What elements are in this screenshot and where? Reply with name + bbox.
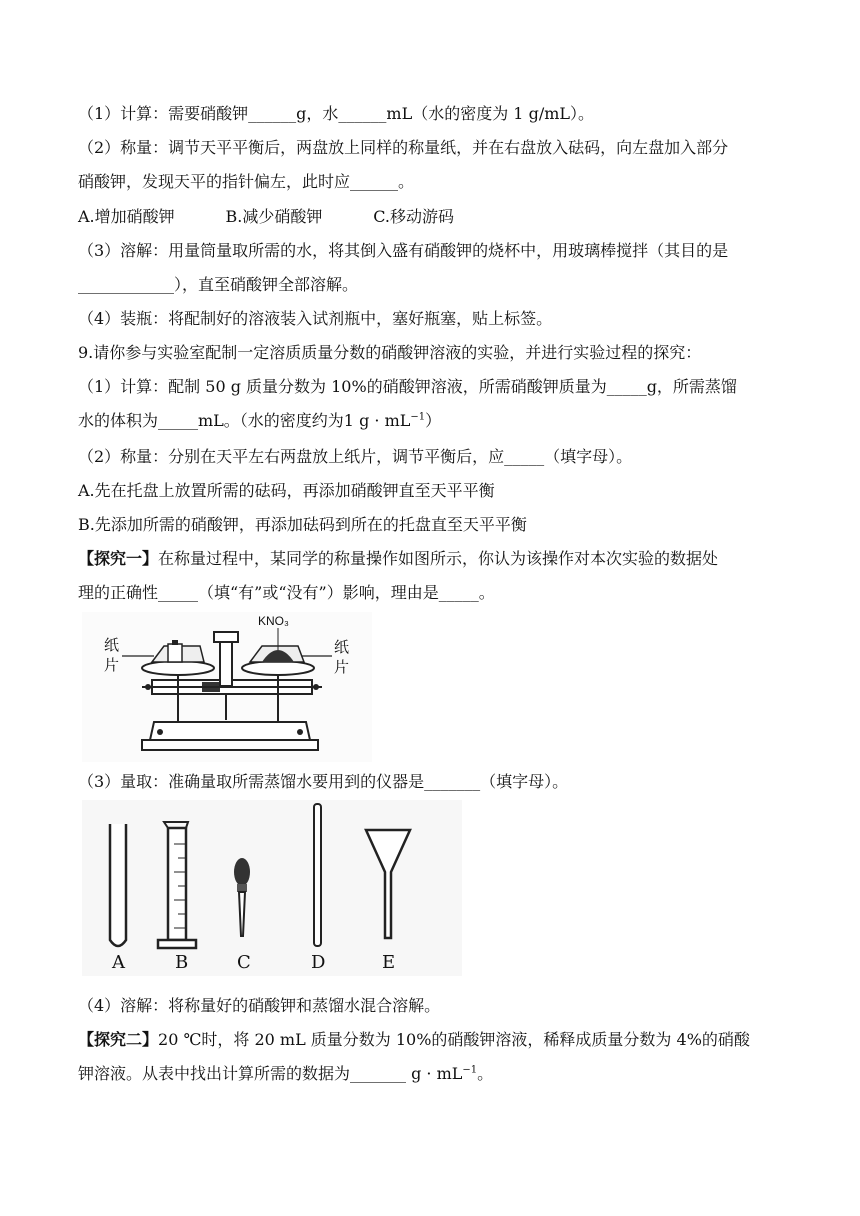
- q9-step2-weigh: （2）称量：分别在天平左右两盘放上纸片，调节平衡后，应_____（填字母）。: [78, 447, 633, 466]
- instruments-figure: [82, 800, 462, 976]
- q9-step1-calc-cont: [78, 409, 790, 433]
- instrument-label-e: E: [382, 952, 396, 973]
- q-step3-dissolve: （3）溶解：用量筒量取所需的水，将其倒入盛有硝酸钾的烧杯中，用玻璃棒搅拌（其目的是: [78, 241, 729, 260]
- right-paper-label-1: 纸: [334, 638, 350, 656]
- explore2-heading: 【探究二】: [78, 1030, 159, 1049]
- test-tube-icon: [110, 824, 126, 946]
- q9-step1-calc: （1）计算：配制 50 g 质量分数为 10%的硝酸钾溶液，所需硝酸钾质量为_____g，所需蒸馏: [78, 377, 737, 396]
- explore2-text: 20 ℃时，将 20 mL 质量分数为 10%的硝酸钾溶液，稀释成质量分数为 4%的硝酸: [158, 1030, 750, 1049]
- q-step2-weigh-cont: 硝酸钾，发现天平的指针偏左，此时应______。: [78, 172, 415, 191]
- q9-intro: 9.请你参与实验室配制一定溶质质量分数的硝酸钾溶液的实验，并进行实验过程的探究：: [78, 343, 702, 362]
- explore2-question: [78, 1028, 790, 1052]
- instrument-label-d: D: [311, 952, 326, 973]
- q-step2-weigh: （2）称量：调节天平平衡后，两盘放上同样的称量纸，并在右盘放入砝码，向左盘加入部分: [78, 138, 729, 157]
- kno3-label: KNO₃: [258, 614, 289, 628]
- q9-step3-measure: （3）量取：准确量取所需蒸馏水要用到的仪器是_______（填字母）。: [78, 772, 569, 791]
- explore1-question-cont: 理的正确性_____（填“有”或“没有”）影响，理由是_____。: [78, 583, 495, 602]
- glass-rod-icon: [314, 804, 321, 946]
- left-paper-label-1: 纸: [104, 636, 120, 654]
- left-paper-label-2: 片: [104, 656, 120, 674]
- q-step4-bottle: （4）装瓶：将配制好的溶液装入试剂瓶中，塞好瓶塞，贴上标签。: [78, 309, 553, 328]
- q9-step4-dissolve: （4）溶解：将称量好的硝酸钾和蒸馏水混合溶解。: [78, 996, 441, 1015]
- explore2-end: 。: [477, 1064, 494, 1083]
- balance-figure: [82, 612, 372, 762]
- q9-step1-text: 水的体积为_____mL。（水的密度约为1 g · mL: [78, 411, 411, 430]
- explore1-text: 在称量过程中，某同学的称量操作如图所示，你认为该操作对本次实验的数据处: [158, 549, 719, 568]
- explore1-heading: 【探究一】: [78, 549, 159, 568]
- explore2-text-cont: 钾溶液。从表中找出计算所需的数据为_______ g · mL: [78, 1064, 463, 1083]
- instrument-label-b: B: [175, 952, 189, 973]
- q-step3-dissolve-cont: ____________），直至硝酸钾全部溶解。: [78, 275, 359, 294]
- right-paper-label-2: 片: [334, 658, 350, 676]
- q9-option-b: B.先添加所需的硝酸钾，再添加砝码到所在的托盘直至天平平衡: [78, 515, 527, 534]
- q-step1-calc: （1）计算：需要硝酸钾______g，水______mL（水的密度为 1 g/mL）。: [78, 104, 595, 123]
- q-step2-options: A.增加硝酸钾 B.减少硝酸钾 C.移动游码: [78, 207, 454, 226]
- q9-option-a: A.先在托盘上放置所需的砝码，再添加硝酸钾直至天平平衡: [78, 481, 495, 500]
- instrument-label-c: C: [237, 952, 251, 973]
- instrument-label-a: A: [112, 952, 125, 973]
- unit-exponent-2: −1: [462, 1064, 478, 1076]
- explore2-question-cont: [78, 1062, 790, 1086]
- unit-exponent: −1: [410, 411, 426, 423]
- q9-step1-close: ）: [425, 411, 442, 430]
- explore1-question: [78, 547, 790, 571]
